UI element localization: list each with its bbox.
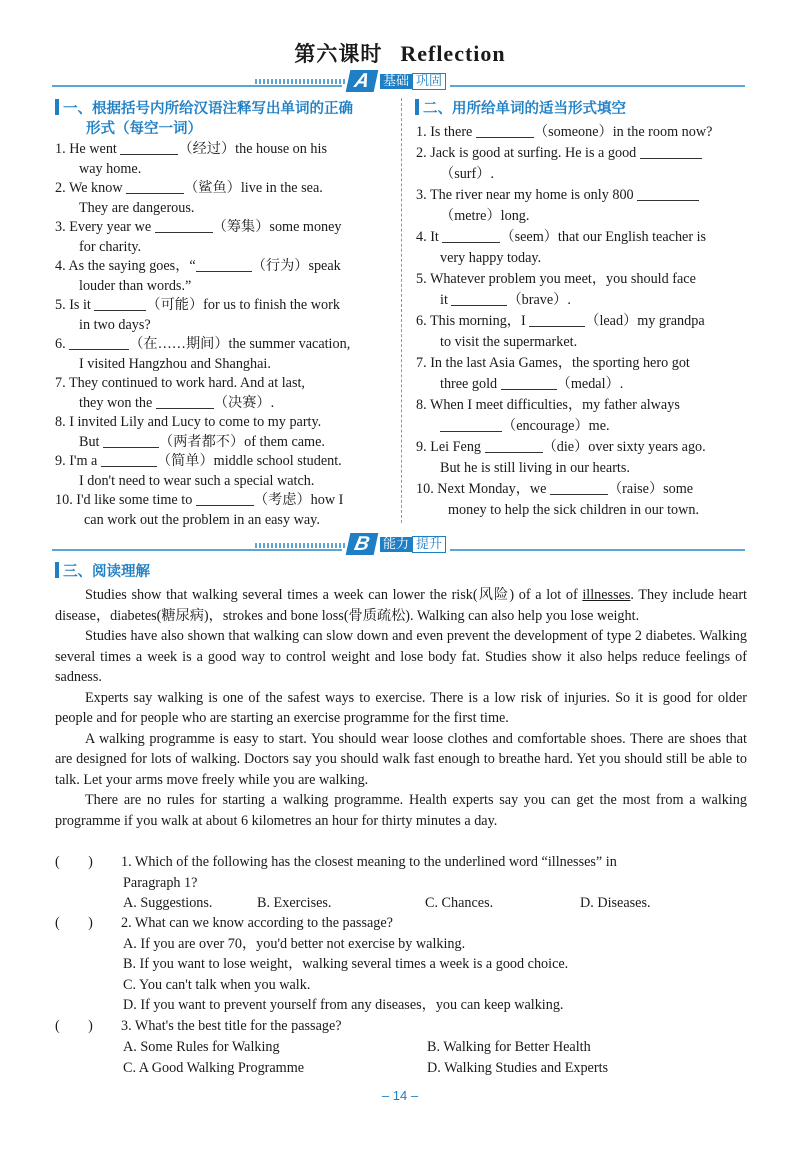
list-item-cont: （metre）long. — [440, 208, 530, 224]
title-cn: 第六课时 — [294, 41, 383, 66]
list-item: 10. I'd like some time to （考虑）how I — [55, 492, 344, 508]
list-item: 7. In the last Asia Games，the sporting hero got — [416, 355, 690, 371]
list-item-cont: it （brave）. — [440, 292, 571, 308]
reading-passage — [55, 585, 747, 831]
answer-blank[interactable] — [485, 438, 543, 453]
list-item: 5. Is it （可能）for us to finish the work — [55, 297, 340, 313]
list-item: 8. When I meet difficulties，my father always — [416, 397, 680, 413]
answer-blank[interactable] — [196, 257, 252, 272]
section-b-letter: B — [346, 533, 379, 555]
list-item-cont: They are dangerous. — [79, 199, 195, 216]
section-b-word1: 能力 — [380, 537, 412, 552]
option-c[interactable]: C. You can't talk when you walk. — [123, 976, 311, 993]
list-item: 2. Jack is good at surfing. He is a good — [416, 143, 748, 164]
list-item: 6. （在……期间）the summer vacation, — [55, 336, 351, 352]
answer-blank[interactable] — [550, 480, 608, 495]
part2-heading: 二、用所给单词的适当形式填空 — [415, 99, 626, 119]
list-item-cont: （surf）. — [440, 166, 494, 182]
answer-paren[interactable]: ( ) — [55, 915, 93, 931]
paragraph-5: There are no rules for starting a walking programme. Health experts say you can get the most from a walking programme if you walk at about 6 kilometres an hour for thirty minutes a day. — [55, 792, 747, 829]
answer-blank[interactable] — [94, 296, 146, 311]
answer-blank[interactable] — [640, 144, 702, 159]
section-a-word2: 巩固 — [412, 73, 446, 90]
part1-list — [55, 140, 387, 530]
part1-heading: 一、根据括号内所给汉语注释写出单词的正确 — [55, 99, 353, 119]
paragraph-4: A walking programme is easy to start. You should wear loose clothes and comfortable shoes. There are shoes that are designed for lots of walking. Doctors say you should walk fast enough to breathe hard. Yet you should still be able to talk. Let your arms move freely while you are walking. — [55, 730, 747, 788]
option-d[interactable]: D. Walking Studies and Experts — [427, 1059, 609, 1076]
section-b-word2: 提升 — [412, 536, 446, 553]
page-title — [0, 38, 800, 68]
list-item: 3. Every year we （筹集）some money — [55, 219, 342, 235]
list-item: 7. They continued to work hard. And at last, — [55, 375, 305, 391]
answer-paren[interactable]: ( ) — [55, 854, 93, 870]
answer-blank[interactable] — [155, 218, 213, 233]
paragraph-2: Studies have also shown that walking can slow down and even prevent the development of type 2 diabetes. Walking several times a week is a good way to control weight and lose body fat. Studies show it also helps reduce feelings of sadness. — [55, 628, 747, 685]
page-number: – 14 – — [381, 1088, 419, 1103]
list-item-cont: But he is still living in our hearts. — [440, 460, 630, 476]
option-b[interactable]: B. If you want to lose weight，walking several times a week is a good choice. — [123, 956, 569, 972]
section-a-dots — [255, 79, 345, 84]
list-item: 6. This morning，I （lead）my grandpa — [416, 313, 705, 329]
column-divider — [401, 98, 402, 523]
answer-blank[interactable] — [451, 291, 507, 306]
section-b-dots — [255, 543, 345, 548]
list-item: 5. Whatever problem you meet，you should face — [416, 271, 696, 287]
answer-paren[interactable]: ( ) — [55, 1018, 93, 1034]
section-b-rule-right — [450, 549, 745, 551]
section-a-letter: A — [346, 70, 379, 92]
list-item-cont: I visited Hangzhou and Shanghai. — [79, 355, 271, 372]
list-item: 8. I invited Lily and Lucy to come to my party. — [55, 414, 322, 430]
list-item: 4. As the saying goes，“ （行为）speak — [55, 258, 341, 274]
paragraph-3: Experts say walking is one of the safest ways to exercise. There is a low risk of injuries. So it is good for older people and for people who are starting an exercise programme for the first time. — [55, 689, 747, 726]
paragraph-1: Studies show that walking several times a week can lower the risk(风险) of a lot of illnesses. They include heart disease，diabetes(糖尿病)，strokes and bone loss(骨质疏松). Walking can also help you lose weight. — [55, 587, 747, 624]
option-a[interactable]: A. If you are over 70，you'd better not exercise by walking. — [123, 935, 466, 952]
list-item-cont: to visit the supermarket. — [440, 334, 578, 350]
answer-blank[interactable] — [196, 491, 254, 506]
list-item-cont: for charity. — [79, 238, 142, 255]
list-item-cont: But （两者都不）of them came. — [79, 433, 325, 450]
answer-blank[interactable] — [529, 312, 585, 327]
part2-list — [416, 122, 748, 521]
answer-blank[interactable] — [501, 375, 557, 390]
list-item: 1. He went （经过）the house on his — [55, 141, 327, 157]
title-en: Reflection — [400, 41, 506, 66]
option-d[interactable]: D. Diseases. — [580, 895, 651, 911]
question-3: ( ) 3. What's the best title for the passage? A. Some Rules for Walking B. Walking for Better Health C. A Good Walking Programme D. Walking Studies and Experts — [55, 1016, 747, 1079]
list-item: 2. We know （鲨鱼）live in the sea. — [55, 180, 323, 196]
section-a-label — [376, 73, 450, 91]
list-item-cont: way home. — [79, 160, 142, 177]
option-c[interactable]: C. Chances. — [425, 895, 494, 911]
list-item-cont: three gold （medal）. — [440, 376, 624, 392]
list-item-cont: louder than words.” — [79, 277, 192, 294]
answer-blank[interactable] — [101, 452, 157, 467]
list-item: 3. The river near my home is only 800 — [416, 185, 748, 206]
list-item-cont: very happy today. — [440, 250, 542, 266]
section-a-rule-right — [450, 85, 745, 87]
option-b[interactable]: B. Walking for Better Health — [427, 1038, 591, 1055]
option-b[interactable]: B. Exercises. — [257, 895, 332, 911]
list-item-cont: （encourage）me. — [416, 416, 748, 437]
answer-blank[interactable] — [476, 123, 534, 138]
list-item-cont: can work out the problem in an easy way. — [84, 511, 320, 528]
option-a[interactable]: A. Some Rules for Walking — [123, 1038, 280, 1055]
answer-blank[interactable] — [156, 394, 214, 409]
answer-blank[interactable] — [103, 433, 159, 448]
list-item: 9. I'm a （简单）middle school student. — [55, 453, 342, 469]
list-item: 4. It （seem）that our English teacher is — [416, 229, 707, 245]
section-a-rule-left — [52, 85, 342, 87]
heading-bar-icon — [55, 562, 59, 578]
option-a[interactable]: A. Suggestions. — [123, 895, 213, 911]
list-item: 1. Is there （someone）in the room now? — [416, 124, 713, 140]
list-item-cont: I don't need to wear such a special watch. — [79, 472, 315, 489]
answer-blank[interactable] — [126, 179, 184, 194]
section-a-word1: 基础 — [380, 74, 412, 89]
answer-blank[interactable] — [440, 417, 502, 432]
part3-heading: 三、阅读理解 — [55, 562, 150, 582]
list-item-cont: they won the （决赛）. — [79, 394, 275, 411]
section-b-rule-left — [52, 549, 342, 551]
list-item: 9. Lei Feng （die）over sixty years ago. — [416, 439, 706, 455]
question-2: ( ) 2. What can we know according to the passage? A. If you are over 70，you'd better not exercise by walking. B. If you want to lose weight，walking several times a week is a good choice. C. You can't talk when you walk. D. If you want to prevent yourself from any diseases，you can keep walking. — [55, 913, 747, 1016]
heading-bar-icon — [415, 99, 419, 115]
answer-blank[interactable] — [442, 228, 500, 243]
list-item-cont: in two days? — [79, 316, 151, 333]
question-1: ( ) 1. Which of the following has the closest meaning to the underlined word “illnesses” in Paragraph 1? A. Suggestions. B. Exercises. C. Chances. D. Diseases. — [55, 852, 747, 914]
answer-blank[interactable] — [69, 335, 129, 350]
heading-bar-icon — [55, 99, 59, 115]
option-d[interactable]: D. If you want to prevent yourself from any diseases，you can keep walking. — [123, 997, 564, 1013]
answer-blank[interactable] — [120, 140, 178, 155]
list-item: 10. Next Monday，we （raise）some — [416, 481, 694, 497]
answer-blank[interactable] — [637, 186, 699, 201]
underlined-word: illnesses — [582, 587, 631, 603]
part1-heading-line2: 形式（每空一词） — [86, 121, 202, 137]
option-c[interactable]: C. A Good Walking Programme — [123, 1059, 305, 1076]
list-item-cont: money to help the sick children in our town. — [448, 502, 699, 518]
section-b-label — [376, 536, 450, 554]
